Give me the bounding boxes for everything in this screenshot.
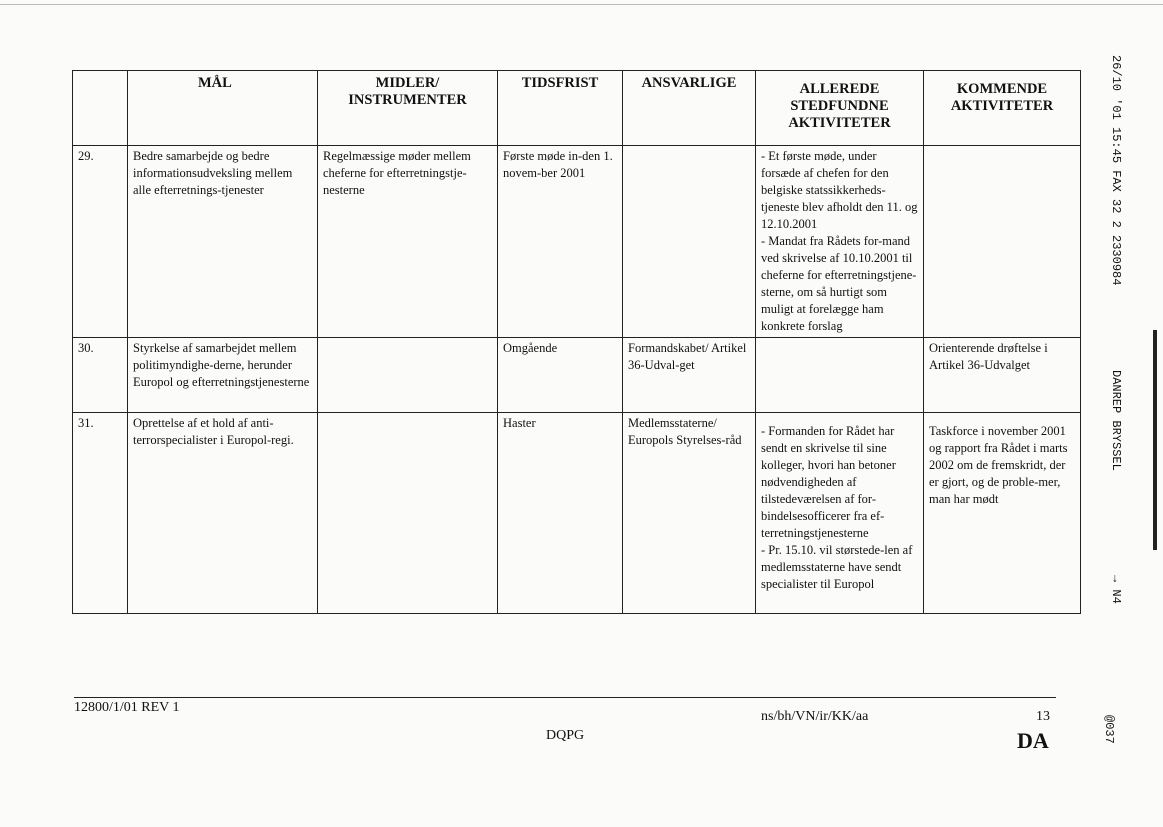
fax-page-arrow: → N4 (1109, 575, 1123, 604)
scan-artifact-line (0, 4, 1163, 5)
row-number: 29. (73, 146, 128, 338)
cell-tidsfrist: Haster (498, 413, 623, 614)
cell-midler (318, 413, 498, 614)
fax-transmission-header (1101, 55, 1161, 615)
cell-kommende: Orienterende drøftelse i Artikel 36-Udvalget (924, 338, 1081, 413)
header-allerede: ALLEREDE STEDFUNDNE AKTIVITETER (756, 71, 924, 146)
document-code: 12800/1/01 REV 1 (74, 700, 180, 715)
table-row (73, 146, 1081, 338)
header-number (73, 71, 128, 146)
cell-allerede: - Et første møde, under forsæde af chefen for den belgiske statssikkerheds-tjeneste blev afholdt den 11. og 12.10.2001 - Mandat fra Rådets for-mand ved skrivelse af 10.10.2001 til cheferne for efterretningstjene-sterne, om så hurtigt som muligt at forelægge ham konkrete forslag (756, 146, 924, 338)
table-header-row (73, 71, 1081, 146)
cell-tidsfrist: Omgående (498, 338, 623, 413)
cell-maal: Styrkelse af samarbejdet mellem politimyndighe-derne, herunder Europol og efterretningstjenesterne (128, 338, 318, 413)
reference-initials: ns/bh/VN/ir/KK/aa (761, 709, 869, 724)
header-kommende: KOMMENDE AKTIVITETER (924, 71, 1081, 146)
department-code: DQPG (546, 728, 585, 743)
cell-kommende (924, 146, 1081, 338)
cell-ansvarlige (623, 146, 756, 338)
language-code: DA (1017, 728, 1049, 753)
cell-tidsfrist: Første møde in-den 1. novem-ber 2001 (498, 146, 623, 338)
table-row (73, 413, 1081, 614)
header-ansvarlige: ANSVARLIGE (623, 71, 756, 146)
row-number: 31. (73, 413, 128, 614)
footer-rule (74, 697, 1056, 698)
header-midler: MIDLER/ INSTRUMENTER (318, 71, 498, 146)
cell-maal: Bedre samarbejde og bedre informationsudveksling mellem alle efterretnings-tjenester (128, 146, 318, 338)
scan-edge-mark (1153, 330, 1157, 550)
cell-kommende: Taskforce i november 2001 og rapport fra Rådet i marts 2002 om de fremskridt, der er gjort, og de proble-mer, man har mødt (924, 413, 1081, 614)
header-maal: MÅL (128, 71, 318, 146)
row-number: 30. (73, 338, 128, 413)
fax-datetime: 26/10 '01 15:45 FAX 32 2 2330984 (1109, 55, 1123, 286)
fax-page-counter: @037 (1102, 715, 1116, 744)
cell-ansvarlige: Medlemsstaterne/ Europols Styrelses-råd (623, 413, 756, 614)
cell-ansvarlige: Formandskabet/ Artikel 36-Udval-get (623, 338, 756, 413)
table-row (73, 338, 1081, 413)
cell-midler: Regelmæssige møder mellem cheferne for efterretningstje-nesterne (318, 146, 498, 338)
fax-sender: DANREP BRYSSEL (1109, 370, 1123, 471)
cell-allerede (756, 338, 924, 413)
cell-allerede: - Formanden for Rådet har sendt en skrivelse til sine kolleger, hvori han betoner nødvendigheden af tilstedeværelsen af for-bindelsesofficerer fra ef-terretningstjenesterne - Pr. 15.10. vil størstede-len af medlemsstaterne have sendt specialister til Europol (756, 413, 924, 614)
page-number: 13 (1036, 709, 1050, 724)
header-tidsfrist: TIDSFRIST (498, 71, 623, 146)
action-plan-table (72, 70, 1081, 614)
cell-maal: Oprettelse af et hold af anti-terrorspecialister i Europol-regi. (128, 413, 318, 614)
cell-midler (318, 338, 498, 413)
